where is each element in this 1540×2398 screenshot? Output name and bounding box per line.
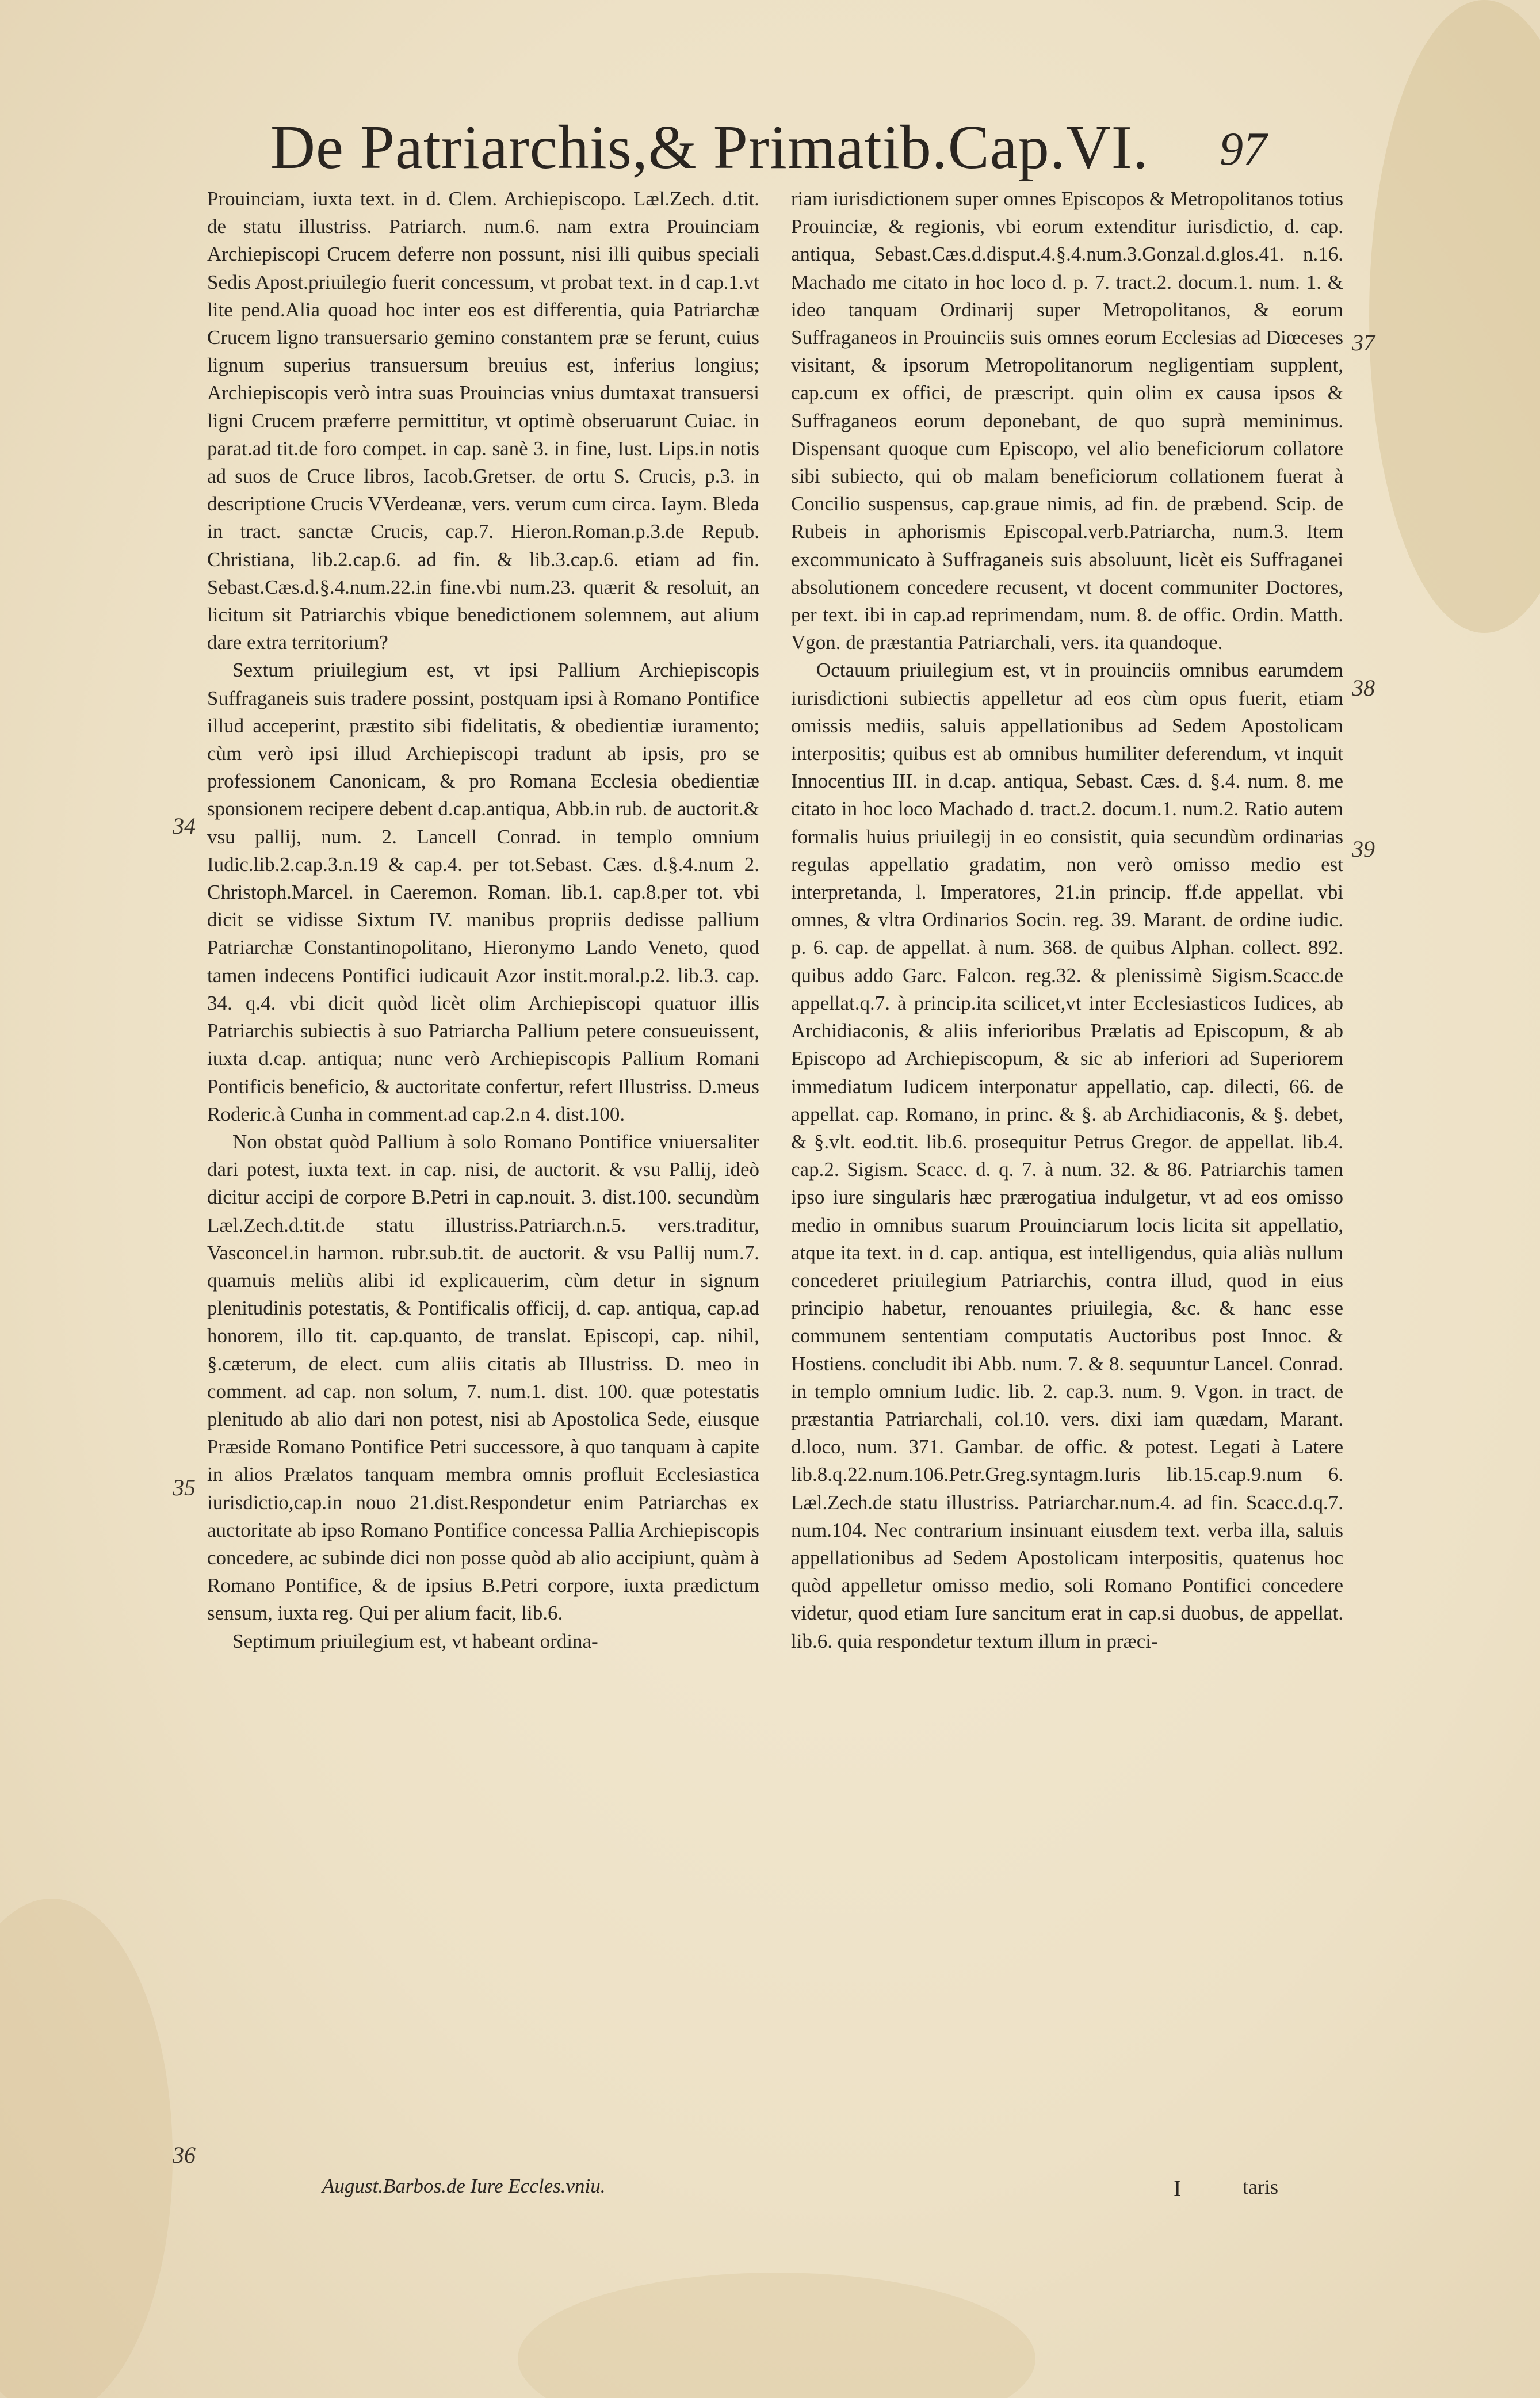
margin-number-36: 36 bbox=[173, 2142, 196, 2168]
right-paragraph-2: Octauum priuilegium est, vt in prouinciis omnibus earumdem iurisdictioni subiectis appelletur ad eos cùm opus fuerit, etiam omissis mediis, saluis appellationibus ad Sedem Apostolicam interpositis; quibus est ab omnibus humiliter deferendum, vt inquit Innocentius III. in d.cap. antiqua, Sebast. Cæs. d. §.4. num. 8. me citato in hoc loco Machado d. tract.2. docum.1. num.2. Ratio autem formalis huius priuilegij in eo consistit, quia secundùm ordinarias regulas appellatio gradatim, non verò omisso medio est interpretanda, l. Imperatores, 21.in princip. ff.de appellat. vbi omnes, & vltra Ordinarios Socin. reg. 39. Marant. de ordine iudic. p. 6. cap. de appellat. à num. 368. de quibus Alphan. collect. 892. quibus addo Garc. Falcon. reg.32. & plenissimè Sigism.Scacc.de appellat.q.7. à princip.ita scilicet,vt inter Ecclesiasticos Iudices, ab Archidiaconis, & aliis inferioribus Prælatis ad Episcopum, & ab Episcopo ad Archiepiscopum, & sic ab inferiori ad Superiorem immediatum Iudicem interponatur appellatio, cap. dilecti, 66. de appellat. cap. Romano, in princ. & §. ab Archidiaconis, & §. debet, & §.vlt. eod.tit. lib.6. prosequitur Petrus Gregor. de appellat. lib.4. cap.2. Sigism. Scacc. d. q. 7. à num. 32. & 86. Patriarchis tamen ipso iure singularis hæc prærogatiua indulgetur, vt ad eos omisso medio in omnibus suarum Prouinciarum locis licita sit appellatio, atque ita text. in d. cap. antiqua, est intelligendus, quia aliàs nullum concederet priuilegium Patriarchis, contra illud, quod in eius principio habetur, renouantes priuilegia, &c. & hanc esse communem sententiam computatis Auctoribus post Innoc. & Hostiens. concludit ibi Abb. num. 7. & 8. sequuntur Lancel. Conrad. in templo omnium Iudic. lib. 2. cap.3. num. 9. Vgon. in tract. de præstantia Patriarchali, col.10. vers. dixi iam quædam, Marant. d.loco, num. 371. Gambar. de offic. & potest. Legati à Latere lib.8.q.22.num.106.Petr.Greg.syntagm.Iuris lib.15.cap.9.num 6. Læl.Zech.de statu illustriss. Patriarchar.num.4. ad fin. Scacc.d.q.7. num.104. Nec contrarium insinuant eiusdem text. verba illa, saluis appellationibus ad Sedem Apostolicam interpositis, quatenus hoc quòd appelletur omisso medio, soli Romano Pontifici concedere videtur, quod etiam Iure sancitum erat in cap.si duobus, de appellat. lib.6. quia respondetur textum illum in præci- bbox=[791, 659, 1343, 1652]
right-paragraph-1: riam iurisdictionem super omnes Episcopos & Metropolitanos totius Prouinciæ, & regionis, vbi eorum extenditur iurisdictio, d. cap. antiqua, Sebast.Cæs.d.disput.4.§.4.num.3.Gonzal.d.glos.41. n.16. Machado me citato in hoc loco d. p. 7. tract.2. docum.1. num. 1. & ideo tanquam Ordinarij super Metropolitanos, & eorum Suffraganeos in Prouinciis suis omnes eorum Ecclesias ad Diœceses visitant, & ipsorum Metropolitanorum negligentiam supplent, cap.cum ex offici, de præscript. quin olim ex causa ipsos & Suffraganeos eorum deponebant, de quo suprà meminimus. Dispensant quoque cum Episcopo, vel alio beneficiorum collatore sibi subiecto, qui ob malam beneficiorum collationem fuerat à Concilio suspensus, cap.graue nimis, ad fin. de præbend. Scip. de Rubeis in aphorismis Episcopal.verb.Patriarcha, num.3. Item excommunicato à Suffraganeis suis absoluunt, licèt eis Suffraganei absolutionem concedere recusent, vt docent communiter Doctores, per text. ibi in cap.ad reprimendam, num. 8. de offic. Ordin. Matth. Vgon. de præstantia Patriarchali, vers. ita quandoque. bbox=[791, 188, 1343, 654]
right-catchword: taris bbox=[1243, 2175, 1278, 2198]
running-head: De Patriarchis,& Primatib.Cap.VI. bbox=[270, 113, 1149, 182]
left-paragraph-1: Prouinciam, iuxta text. in d. Clem. Archiepiscopo. Læl.Zech. d.tit. de statu illustriss. Patriarch. num.6. nam extra Prouinciam Archiepiscopi Crucem deferre non possunt, nisi illi quibus speciali Sedis Apost.priuilegio fuerit concessum, vt probat text. in d cap.1.vt lite pend.Alia quoad hoc inter eos est differentia, quia Patriarchæ Crucem ligno transuersario gemino constantem præ se ferunt, cuius lignum superius transuersum breuius est, inferius longius; Archiepiscopis verò intra suas Prouincias vnius dumtaxat transuersi ligni Crucem præferre permittitur, vt optimè obseruarunt Cuiac. in parat.ad tit.de foro compet. in cap. sanè 3. in fine, Iust. Lips.in notis ad suos de Cruce libros, Iacob.Gretser. de ortu S. Crucis, p.3. in descriptione Crucis VVerdeanæ, vers. verum cum circa. Iaym. Bleda in tract. sanctæ Crucis, cap.7. Hieron.Roman.p.3.de Repub. Christiana, lib.2.cap.6. ad fin. & lib.3.cap.6. etiam ad fin. Sebast.Cæs.d.§.4.num.22.in fine.vbi num.23. quærit & resoluit, an licitum sit Patriarchis vbique benedictionem solemnem, aut alium dare extra territorium? bbox=[207, 188, 759, 654]
margin-number-35: 35 bbox=[173, 1475, 196, 1500]
margin-number-38: 38 bbox=[1352, 675, 1375, 701]
margin-number-37: 37 bbox=[1352, 330, 1375, 356]
margin-number-39: 39 bbox=[1352, 836, 1375, 862]
right-column bbox=[791, 185, 1343, 1655]
left-column bbox=[207, 185, 759, 1655]
page-number: 97 bbox=[1220, 123, 1267, 175]
signature-mark: I bbox=[1174, 2175, 1182, 2201]
left-paragraph-3: Non obstat quòd Pallium à solo Romano Pontifice vniuersaliter dari potest, iuxta text. in cap. nisi, de auctorit. & vsu Pallij, ideò dicitur accipi de corpore B.Petri in cap.nouit. 3. dist.100. secundùm Læl.Zech.d.tit.de statu illustriss.Patriarch.n.5. vers.traditur, Vasconcel.in harmon. rubr.sub.tit. de auctorit. & vsu Pallij num.7. quamuis meliùs alibi id explicauerim, cùm detur in signum plenitudinis potestatis, & Pontificalis officij, d. cap. antiqua, cap.ad honorem, illo tit. cap.quanto, de translat. Episcopi, cap. nihil, §.cæterum, de elect. cum aliis citatis ab Illustriss. D. meo in comment. ad cap. non solum, 7. num.1. dist. 100. quæ potestatis plenitudo ab alio dari non potest, nisi ab Apostolica Sede, eiusque Præside Romano Pontifice Petri successore, à quo tanquam à capite in alios Prælatos tanquam membra omnis profluit Ecclesiastica iurisdictio,cap.in nouo 21.dist.Respondetur enim Patriarchas ex auctoritate ab ipso Romano Pontifice concessa Pallia Archiepiscopis concedere, ac subinde dici non posse quòd ab alio accipiunt, quàm à Romano Pontifice, & de ipsius B.Petri corpore, iuxta prædictum sensum, iuxta reg. Qui per alium facit, lib.6. bbox=[207, 1130, 759, 1625]
left-paragraph-2: Sextum priuilegium est, vt ipsi Pallium Archiepiscopis Suffraganeis suis tradere possint, postquam ipsi à Romano Pontifice illud acceperint, præstito sibi fidelitatis, & obedientiæ iuramento; cùm verò ipsi illud Archiepiscopi tradunt ab ipsis, pro se professionem Canonicam, & pro Romana Ecclesia obedientiæ sponsionem recipere debent d.cap.antiqua, Abb.in rub. de auctorit.& vsu pallij, num. 2. Lancell Conrad. in templo omnium Iudic.lib.2.cap.3.n.19 & cap.4. per tot.Sebast. Cæs. d.§.4.num 2. Christoph.Marcel. in Caeremon. Roman. lib.1. cap.8.per tot. vbi dicit se vidisse Sixtum IV. manibus propriis dedisse pallium Patriarchæ Constantinopolitano, Hieronymo Lando Veneto, quod tamen indecens Pontifici iudicauit Azor instit.moral.p.2. lib.3. cap. 34. q.4. vbi dicit quòd licèt olim Archiepiscopi quatuor illis Patriarchis subiectis à suo Patriarcha Pallium petere consueuissent, iuxta d.cap. antiqua; nunc verò Archiepiscopis Pallium Romani Pontificis beneficio, & auctoritate confertur, refert Illustriss. D.meus Roderic.à Cunha in comment.ad cap.2.n 4. dist.100. bbox=[207, 659, 759, 1125]
left-catchword: August.Barbos.de Iure Eccles.vniu. bbox=[322, 2175, 606, 2197]
left-paragraph-4: Septimum priuilegium est, vt habeant ordina- bbox=[232, 1629, 598, 1652]
margin-number-34: 34 bbox=[173, 813, 196, 839]
